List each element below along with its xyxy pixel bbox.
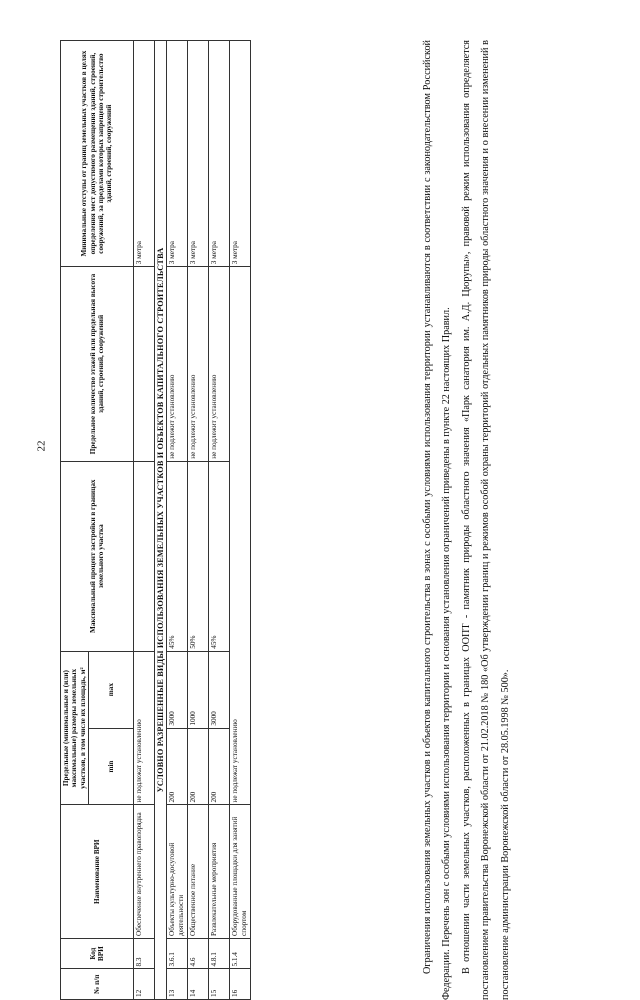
cell-max: 3000 [209,651,230,728]
table-row [209,41,230,1000]
header-floors: Предельное количество этажей или предельная высота зданий, строений, сооружений [61,267,134,462]
cell-floors [134,267,155,462]
cell-code: 4.6 [188,938,209,969]
cell-percent: 50% [188,461,209,651]
cell-floors: не подлежит установлению [188,267,209,462]
cell-num: 15 [209,969,230,1000]
cell-percent: 45% [209,461,230,651]
header-name: Наименование ВРИ [61,805,134,938]
header-min: min [89,728,134,805]
table-row [188,41,209,1000]
cell-code: 5.1.4 [230,938,251,969]
cell-name: Оборудованные площадки для занятий спортом [230,805,251,938]
cell-floors: не подлежит установлению [209,267,230,462]
cell-code: 4.8.1 [209,938,230,969]
cell-num: 14 [188,969,209,1000]
paragraph: Ограничения использования земельных участков и объектов капитального строительства в зонах с особыми условиями использования территории устанавливаются в соответствии с законодательством Российской Федерации. Перечень зон с особыми условиями использования территории и основания установления ограничений приведены в пункте 22 настоящих Правил. [422,40,453,1000]
header-percent: Максимальный процент застройки в границах земельного участка [61,461,134,651]
cell-num: 13 [167,969,188,1000]
cell-num: 16 [230,969,251,1000]
page-number: 22 [35,440,48,452]
header-size-group: Предельные (минимальные и (или) максимальные) размеры земельных участков, в том числе их площадь, м² [61,651,89,805]
cell-size: не подлежат установлению [230,267,251,805]
cell-min: 200 [167,728,188,805]
cell-min: 200 [188,728,209,805]
table-row [230,41,251,1000]
cell-num: 12 [134,969,155,1000]
cell-name: Обеспечение внутреннего правопорядка [134,805,155,938]
cell-code: 8.3 [134,938,155,969]
header-code: Код ВРИ [61,938,134,969]
cell-name: Развлекательные мероприятия [209,805,230,938]
header-setback: Минимальные отступы от границ земельных участков в целях определения мест допустимого размещения зданий, строений, сооружений, за пределами которых запрещено строительство зданий, строений, сооружений [61,41,134,267]
cell-max: 1000 [188,651,209,728]
cell-setback: 3 метра [134,41,155,267]
cell-code: 3.6.1 [167,938,188,969]
cell-percent [134,461,155,651]
cell-max: 3000 [167,651,188,728]
cell-name: Объекты культурно-досуговой деятельности [167,805,188,938]
header-num: № п/п [61,969,134,1000]
cell-floors: не подлежит установлению [167,267,188,462]
cell-setback: 3 метра [188,41,209,267]
section-heading: УСЛОВНО РАЗРЕШЕННЫЕ ВИДЫ ИСПОЛЬЗОВАНИЯ ЗЕМЕЛЬНЫХ УЧАСТКОВ И ОБЪЕКТОВ КАПИТАЛЬНОГО СТРОИТЕЛЬСТВА [155,41,167,1000]
table-row [134,41,155,1000]
paragraph: В отношении части земельных участков, расположенных в границах ООПТ - памятник природы областного значения «Парк санатория им. А.Д. Цюрупы», правовой режим использования определяется постановлением правительства Воронежской области от 21.02.2018 № 180 «Об утверждении границ и режимов особой охраны территорий отдельных памятников природы областного значения и о внесении изменений в постановление администрации Воронежской области от 28.05.1998 № 500». [460,40,511,1000]
cell-percent: 45% [167,461,188,651]
table-row [167,41,188,1000]
vri-table [60,40,251,1000]
header-max: max [89,651,134,728]
cell-min: 200 [209,728,230,805]
body-text [418,40,515,1000]
cell-size: не подлежат установлению [134,651,155,805]
cell-name: Общественное питание [188,805,209,938]
cell-setback: 3 метра [209,41,230,267]
cell-setback: 3 метра [167,41,188,267]
cell-setback: 3 метра [230,41,251,267]
